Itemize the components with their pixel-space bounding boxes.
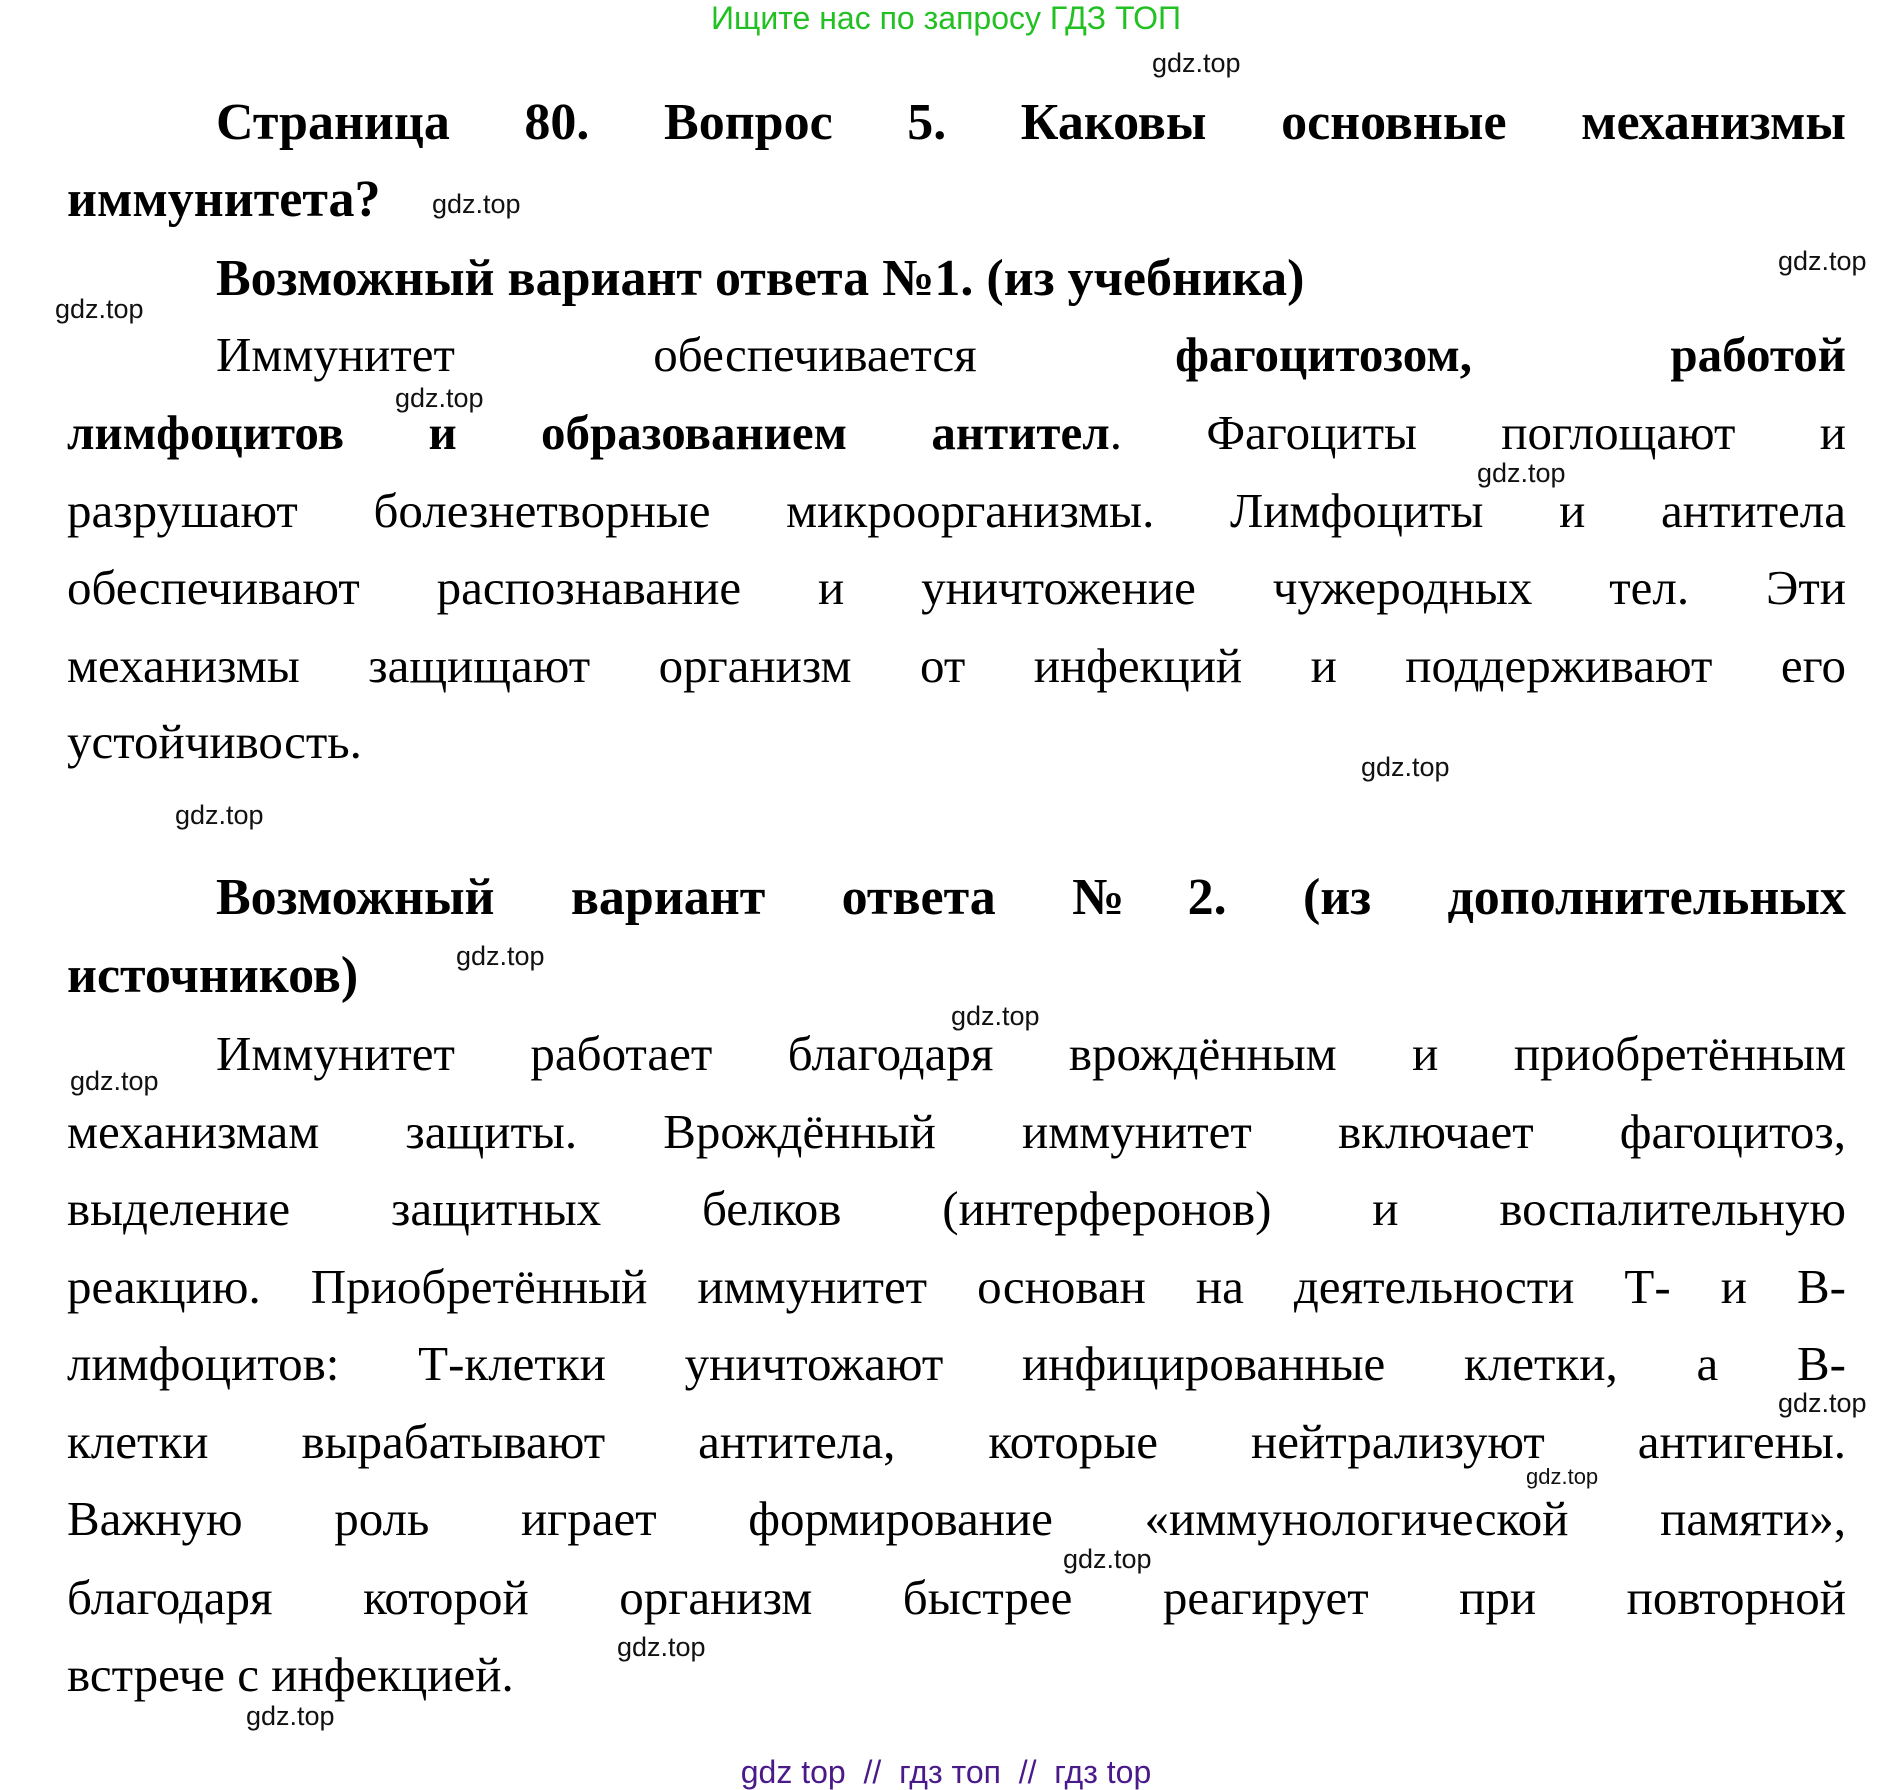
question-title-line2: иммунитета? — [67, 171, 381, 228]
watermark: gdz.top — [617, 1632, 706, 1662]
text: Иммунитет обеспечивается — [216, 327, 1176, 382]
answer2-line: механизмам защиты. Врождённый иммунитет включает фагоцитоз, — [67, 1104, 1846, 1159]
watermark: gdz.top — [1477, 458, 1566, 488]
watermark: gdz.top — [456, 941, 545, 971]
answer2-line: реакцию. Приобретённый иммунитет основан на деятельности Т- и В- — [67, 1259, 1846, 1314]
answer2-line: лимфоцитов: Т-клетки уничтожают инфицированные клетки, а В- — [67, 1336, 1846, 1391]
answer1-line: устойчивость. — [67, 714, 362, 769]
answer2-line: клетки вырабатывают антитела, которые нейтрализуют антигены. — [67, 1414, 1846, 1469]
answer1-line: механизмы защищают организм от инфекций и поддерживают его — [67, 638, 1846, 693]
text: . Фагоциты поглощают и — [1109, 405, 1846, 460]
answer2-heading-line2: источников) — [67, 947, 359, 1004]
question-title-line1: Страница 80. Вопрос 5. Каковы основные механизмы — [216, 94, 1846, 151]
watermark: gdz.top — [1778, 246, 1867, 276]
answer2-line: благодаря которой организм быстрее реагирует при повторной — [67, 1570, 1846, 1625]
answer1-heading: Возможный вариант ответа №1. (из учебника) — [216, 250, 1305, 307]
watermark: gdz.top — [175, 800, 264, 830]
watermark: gdz.top — [1526, 1464, 1599, 1489]
watermark: gdz.top — [1778, 1388, 1867, 1418]
search-banner: Ищите нас по запросу ГДЗ ТОП — [711, 0, 1181, 36]
watermark: gdz.top — [1063, 1544, 1152, 1574]
watermark: gdz.top — [70, 1066, 159, 1096]
answer2-heading-line1: Возможный вариант ответа №2. (из дополнительных — [216, 869, 1846, 926]
answer2-line: встрече с инфекцией. — [67, 1647, 514, 1702]
bold-text: фагоцитозом, работой — [1175, 327, 1846, 382]
watermark: gdz.top — [1152, 48, 1241, 78]
answer2-line: Важную роль играет формирование «иммунологической памяти», — [67, 1491, 1846, 1546]
answer1-line — [67, 398, 1846, 468]
footer-banner: gdz top // гдз топ // гдз top — [740, 1754, 1152, 1790]
watermark: gdz.top — [951, 1001, 1040, 1031]
answer2-line: Иммунитет работает благодаря врождённым и приобретённым — [216, 1026, 1846, 1081]
bold-text: лимфоцитов и образованием антител — [67, 405, 1110, 460]
answer2-line: выделение защитных белков (интерферонов) и воспалительную — [67, 1181, 1846, 1236]
answer1-line — [216, 320, 1846, 390]
answer1-line: разрушают болезнетворные микроорганизмы. Лимфоциты и антитела — [67, 483, 1846, 538]
watermark: gdz.top — [1361, 752, 1450, 782]
watermark: gdz.top — [432, 189, 521, 219]
watermark: gdz.top — [55, 294, 144, 324]
answer1-line: обеспечивают распознавание и уничтожение чужеродных тел. Эти — [67, 560, 1846, 615]
watermark: gdz.top — [395, 383, 484, 413]
watermark: gdz.top — [246, 1701, 335, 1731]
